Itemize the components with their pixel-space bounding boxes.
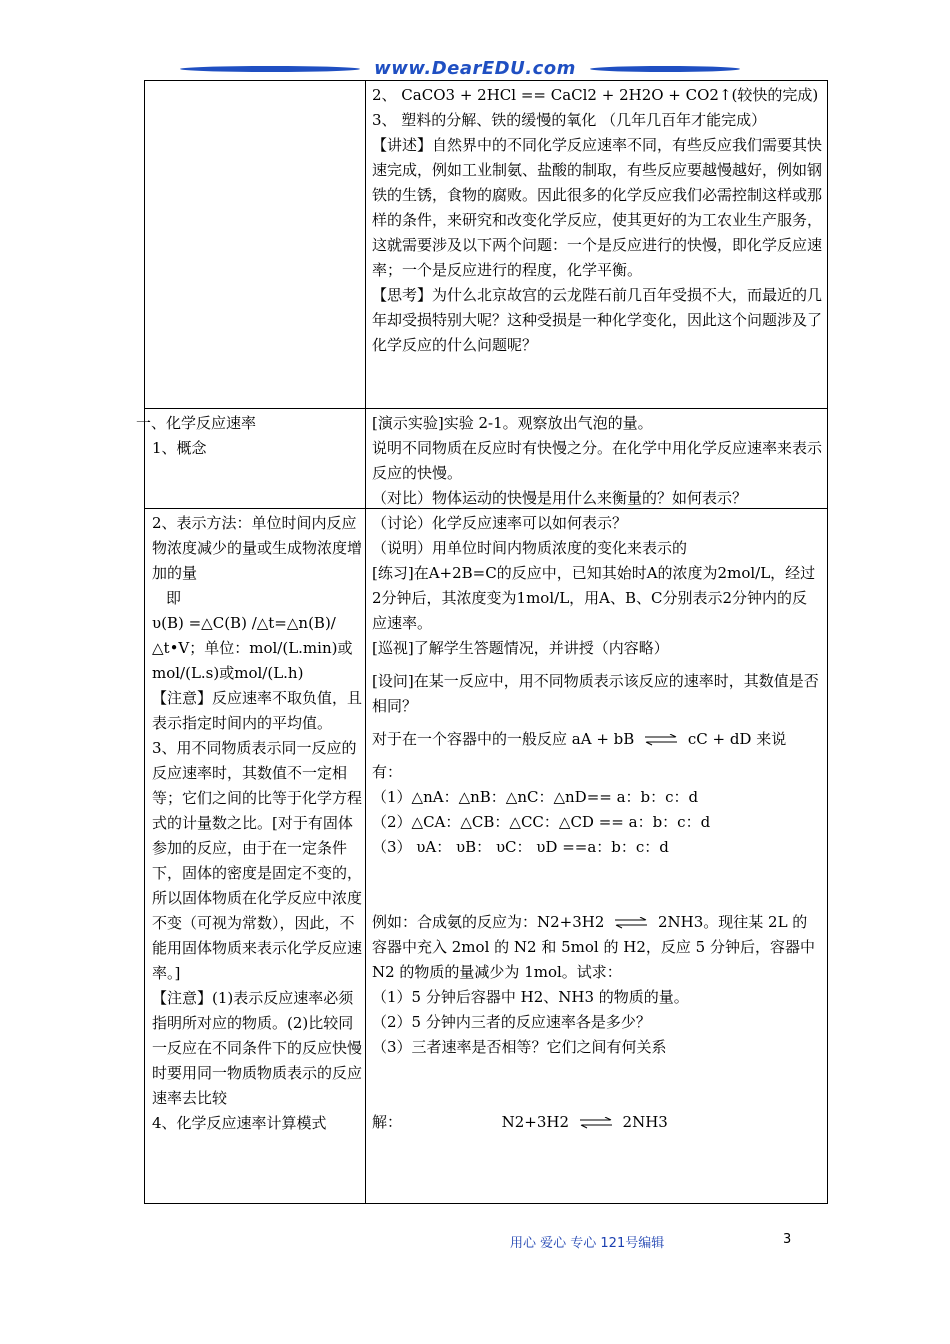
representation-method: 2、表示方法：单位时间内反应物浓度减少的量或生成物浓度增加的量 xyxy=(152,514,363,582)
have-label: 有： xyxy=(372,763,403,781)
solution-reactants: N2+3H2 xyxy=(501,1113,569,1131)
row2-left-cell xyxy=(136,411,362,461)
equilibrium-arrow-icon xyxy=(613,917,649,929)
discussion-line: （讨论）化学反应速率可以如何表示？ xyxy=(372,514,628,532)
calculation-mode-heading: 4、化学反应速率计算模式 xyxy=(152,1114,327,1132)
ie-label: 即 xyxy=(166,589,182,607)
note-nonnegative: 【注意】反应速率不取负值，且表示指定时间内的平均值。 xyxy=(152,689,363,732)
question-1: （1）5 分钟后容器中 H2、NH3 的物质的量。 xyxy=(372,988,689,1006)
ratio-rule: 3、用不同物质表示同一反应的反应速率时，其数值不一定相等；它们之间的比等于化学方程式的计量数之比。[对于有固体参加的反应，由于在一定条件下，固体的密度是固定不变的，所以固体物质在化学反应中浓度不变（可视为常数），因此，不能用固体物质来表示化学反应速率。] xyxy=(152,739,363,982)
footer-text: 用心 爱心 专心 121号编辑 xyxy=(510,1236,665,1251)
row3-right-cell xyxy=(372,511,822,1135)
rate-formula: υ(B) =△C(B) /△t=△n(B)/△t•V；单位：mol/(L.min)或mol/(L.s)或mol/(L.h) xyxy=(152,614,353,682)
ammonia-reactants: 例如：合成氨的反应为：N2+3H2 xyxy=(372,913,605,931)
reaction-caco3-line: 2、 CaCO3 + 2HCl == CaCl2 + 2H2O + CO2↑(较快的完成) xyxy=(372,86,819,104)
swoosh-right xyxy=(590,66,740,72)
general-reaction-line xyxy=(372,727,822,752)
table-border-bottom xyxy=(144,1203,828,1204)
explanation-text: 说明不同物质在反应时有快慢之分。在化学中用化学反应速率来表示反应的快慢。 xyxy=(372,439,823,482)
ratio-moles: （1）△nA：△nB：△nC：△nD== a：b：c：d xyxy=(372,788,699,806)
solution-product: 2NH3 xyxy=(622,1113,668,1131)
note-specify-substance: 【注意】(1)表示反应速率必须指明所对应的物质。(2)比较同一反应在不同条件下的反应快慢时要用同一物质物质表示的反应速率去比较 xyxy=(152,989,363,1107)
table-border-top xyxy=(144,80,828,81)
row2-right-cell xyxy=(372,411,822,511)
concept-subheading: 1、概念 xyxy=(152,439,207,457)
question-line: [设问]在某一反应中，用不同物质表示该反应的速率时，其数值是否相同？ xyxy=(372,672,819,715)
swoosh-left xyxy=(180,66,360,72)
lecture-paragraph: 【讲述】自然界中的不同化学反应速率不同，有些反应我们需要其快速完成，例如工业制氨、盐酸的制取，有些反应要越慢越好，例如钢铁的生锈，食物的腐败。因此很多的化学反应我们必需控制这样或那样的条件，来研究和改变化学反应，使其更好的为工农业生产服务，这就需要涉及以下两个问题：一个是反应进行的快慢，即化学反应速率；一个是反应进行的程度，化学平衡。 xyxy=(372,136,823,279)
table-border-right xyxy=(827,80,828,1204)
plastic-decomposition-line: 3、 塑料的分解、铁的缓慢的氧化 （几年几百年才能完成） xyxy=(372,111,767,129)
question-2: （2）5 分钟内三者的反应速率各是多少？ xyxy=(372,1013,651,1031)
comparison-question: （对比）物体运动的快慢是用什么来衡量的？如何表示？ xyxy=(372,489,748,507)
section-title: 化学反应速率 xyxy=(166,414,257,432)
section-number: 一、 xyxy=(136,414,167,432)
patrol-line: [巡视]了解学生答题情况，并讲授（内容略） xyxy=(372,639,669,657)
row-divider-1 xyxy=(144,408,828,409)
page-number: 3 xyxy=(783,1232,792,1247)
question-3: （3）三者速率是否相等？它们之间有何关系 xyxy=(372,1038,667,1056)
ammonia-problem-text: 2NH3。现往某 2L 的容器中充入 2mol 的 N2 和 5mol 的 H2，反应 5 分钟后，容器中 N2 的物质的量减少为 1mol。试求： xyxy=(372,913,815,981)
general-reaction-right: cC + dD 来说 xyxy=(687,730,787,748)
section-heading xyxy=(136,411,362,436)
solution-line xyxy=(372,1110,822,1135)
row3-left-cell xyxy=(152,511,362,1136)
explain-line: （说明）用单位时间内物质浓度的变化来表示的 xyxy=(372,539,688,557)
row1-right-cell xyxy=(372,83,822,358)
thinking-question: 【思考】为什么北京故宫的云龙陛石前几百年受损不大，而最近的几年却受损特别大呢？这种受损是一种化学变化，因此这个问题涉及了化学反应的什么问题呢？ xyxy=(372,286,823,354)
ratio-concentration: （2）△CA：△CB：△CC：△CD == a：b：c：d xyxy=(372,813,711,831)
equilibrium-arrow-icon xyxy=(578,1117,614,1129)
column-divider xyxy=(365,80,366,1204)
general-reaction-left: 对于在一个容器中的一般反应 aA + bB xyxy=(372,730,635,748)
practice-problem: [练习]在A+2B=C的反应中，已知其始时A的浓度为2mol/L，经过2分钟后，其浓度变为1mol/L，用A、B、C分别表示2分钟内的反应速率。 xyxy=(372,564,816,632)
solution-label: 解： xyxy=(372,1113,403,1131)
ammonia-example xyxy=(372,910,822,985)
lesson-table xyxy=(136,80,828,1204)
ratio-rate: （3） υA： υB： υC： υD ==a：b：c：d xyxy=(372,838,669,856)
table-border-left xyxy=(144,80,145,1204)
equilibrium-arrow-icon xyxy=(643,734,679,746)
demo-experiment: [演示实验]实验 2-1。观察放出气泡的量。 xyxy=(372,414,653,432)
site-logo-text: www.DearEDU.com xyxy=(374,58,576,79)
